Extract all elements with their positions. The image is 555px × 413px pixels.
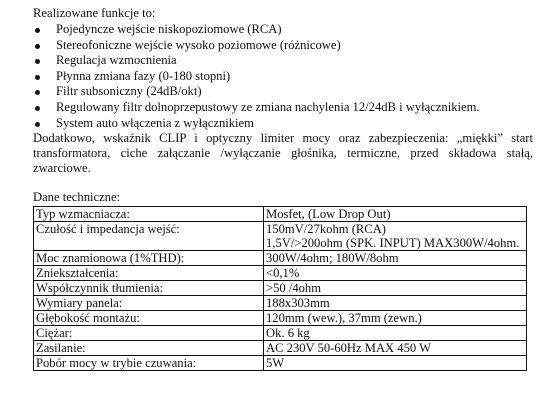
additional-paragraph: Dodatkowo, wskaźnik CLIP i optyczny limiter mocy oraz zabezpieczenia: „miękki” start transformatora, ciche załączanie /wyłączanie głośnika, termiczne, przed składowa stałą, zwarciowe. (33, 131, 533, 176)
feature-text: Regulowany filtr dolnoprzepustowy ze zmiana nachylenia 12/24dB i wyłącznikiem. (56, 99, 480, 114)
spec-table (33, 206, 527, 371)
bullet-icon (35, 106, 40, 111)
spec-label: Moc znamionowa (1%THD): (34, 251, 264, 266)
spec-value: 5W (264, 356, 527, 371)
table-row (34, 311, 527, 326)
spec-value: 150mV/27kohm (RCA) (266, 222, 386, 237)
spec-value: Ok. 6 kg (264, 326, 527, 341)
feature-text: Filtr subsoniczny (24dB/okt) (56, 84, 202, 99)
spec-label: Pobór mocy w trybie czuwania: (34, 356, 264, 371)
table-row (34, 222, 527, 251)
feature-text: Płynna zmiana fazy (0-180 stopni) (56, 68, 231, 83)
features-heading: Realizowane funkcje to: (33, 6, 156, 20)
feature-text: Stereofoniczne wejście wysoko poziomowe (różnicowe) (56, 37, 341, 52)
spec-value: AC 230V 50-60Hz MAX 450 W (264, 341, 527, 356)
section-spacer (33, 176, 533, 190)
table-row (34, 281, 527, 296)
table-row (34, 341, 527, 356)
bullet-icon (35, 28, 40, 33)
feature-item (33, 84, 533, 100)
document-page (33, 6, 533, 371)
bullet-icon (35, 59, 40, 64)
feature-item (33, 22, 533, 38)
features-list (33, 22, 533, 131)
bullet-icon (35, 44, 40, 49)
table-row (34, 251, 527, 266)
spec-label: Zniekształcenia: (34, 266, 264, 281)
spec-label: Czułość i impedancja wejść: (34, 222, 264, 251)
bullet-icon (35, 90, 40, 95)
spec-value: >50 /4ohm (264, 281, 527, 296)
feature-text: System auto włączenia z wyłącznikiem (56, 115, 254, 130)
table-row (34, 326, 527, 341)
spec-value: 120mm (wew.), 37mm (zewn.) (264, 311, 527, 326)
spec-label: Zasilanie: (34, 341, 264, 356)
table-row (34, 296, 527, 311)
table-row (34, 356, 527, 371)
spec-label: Ciężar: (34, 326, 264, 341)
spec-value: 300W/4ohm; 180W/8ohm (264, 251, 527, 266)
feature-item (33, 69, 533, 85)
spec-label: Wymiary panela: (34, 296, 264, 311)
feature-item (33, 38, 533, 54)
spec-label: Głębokość montażu: (34, 311, 264, 326)
feature-text: Pojedyncze wejście niskopoziomowe (RCA) (56, 22, 282, 36)
table-row (34, 266, 527, 281)
spec-value: <0,1% (264, 266, 527, 281)
spec-value-cell (264, 222, 527, 251)
feature-item (33, 100, 533, 116)
feature-item (33, 53, 533, 69)
tech-data-title: Dane techniczne: (33, 190, 121, 205)
bullet-icon (35, 75, 40, 80)
spec-value: 188x303mm (264, 296, 527, 311)
feature-item (33, 116, 533, 132)
table-row (34, 207, 527, 222)
spec-label: Typ wzmacniacza: (34, 207, 264, 222)
feature-text: Regulacja wzmocnienia (56, 53, 177, 68)
spec-value: Mosfet, (Low Drop Out) (264, 207, 527, 222)
spec-label: Współczynnik tłumienia: (34, 281, 264, 296)
bullet-icon (35, 122, 40, 127)
spec-value-line2: 1,5V/>200ohm (SPK. INPUT) MAX300W/4ohm. (266, 236, 520, 251)
